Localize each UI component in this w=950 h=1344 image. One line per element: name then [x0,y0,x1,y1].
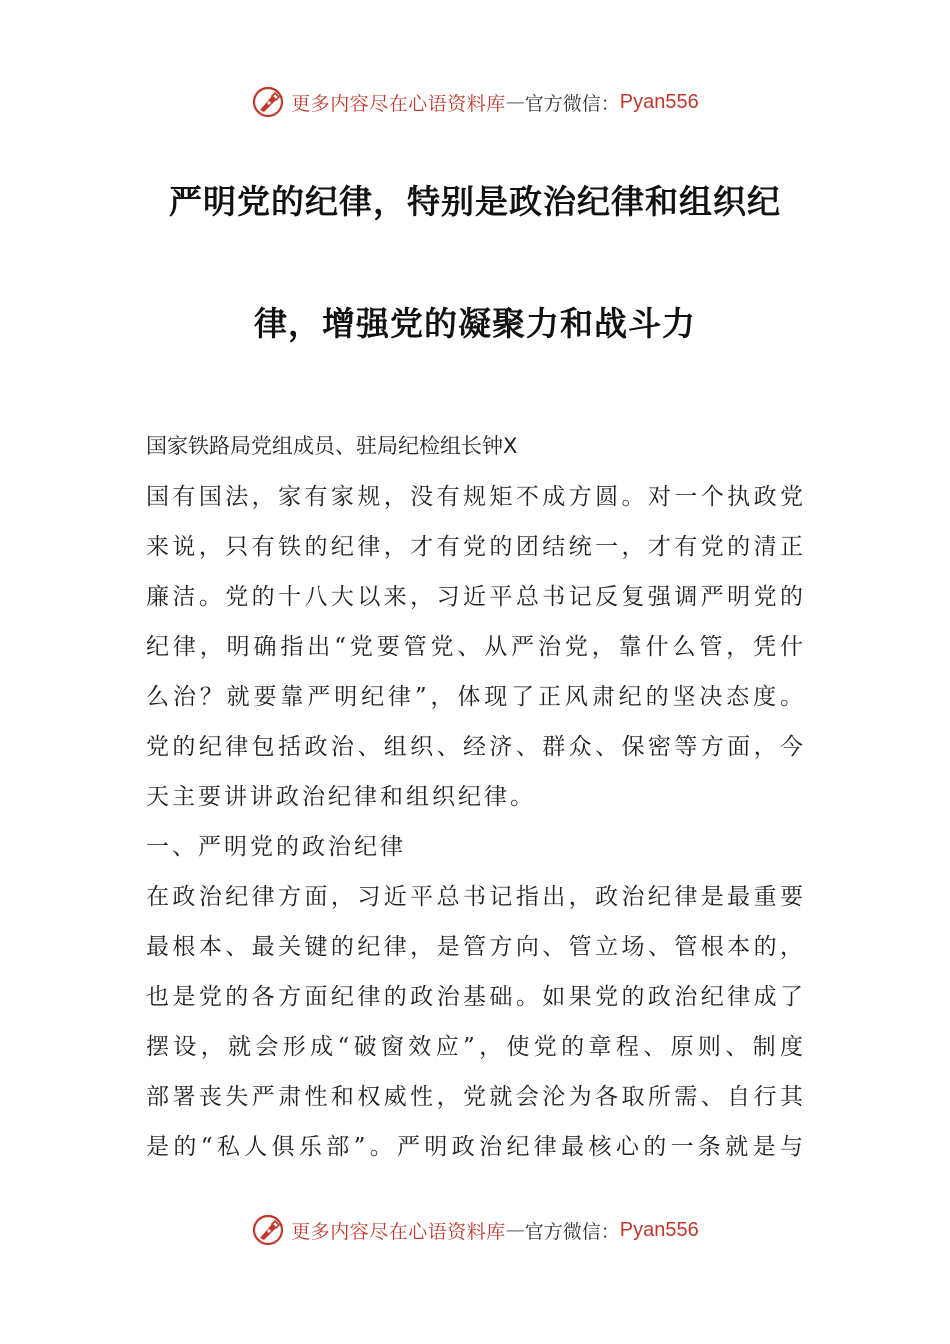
banner-brand: 更多内容尽在心语资料库 [291,1220,506,1243]
pen-nib-logo-icon [251,1213,285,1247]
paragraph-line: 么治？就要靠严明纪律”，体现了正风肃纪的坚决态度。 [146,684,806,710]
banner-dash: — [505,1219,525,1241]
paragraph-line: 部署丧失严肃性和权威性，党就会沦为各取所需、自行其 [146,1084,806,1110]
page-title-line-2: 律，增强党的凝聚力和战斗力 [254,304,696,343]
body-text [146,472,806,1172]
pen-nib-logo-icon [251,85,285,119]
paragraph-line: 摆设，就会形成“破窗效应”，使党的章程、原则、制度 [146,1034,806,1060]
paragraph-line: 纪律，明确指出“党要管党、从严治党，靠什么管，凭什 [146,634,806,660]
banner-brand: 更多内容尽在心语资料库 [291,92,506,115]
banner-official-label: 官方微信： [524,92,620,115]
paragraph-line: 廉洁。党的十八大以来，习近平总书记反复强调严明党的 [146,584,806,610]
paragraph-line: 最根本、最关键的纪律，是管方向、管立场、管根本的， [146,934,806,960]
banner-wechat-id: Pyan556 [619,90,699,113]
paragraph-line: 是的“私人俱乐部”。严明政治纪律最核心的一条就是与 [146,1134,806,1160]
paragraph-line: 天主要讲讲政治纪律和组织纪律。 [146,784,536,810]
paragraph-line: 在政治纪律方面，习近平总书记指出，政治纪律是最重要 [146,884,806,910]
banner-official-label: 官方微信： [524,1220,620,1243]
banner-wechat-id: Pyan556 [619,1218,699,1241]
paragraph-line: 党的纪律包括政治、组织、经济、群众、保密等方面，今 [146,734,806,760]
header-banner [0,84,950,120]
author-line: 国家铁路局党组成员、驻局纪检组长钟X [146,434,518,458]
banner-dash: — [505,91,525,113]
footer-banner [0,1212,950,1248]
paragraph-line: 也是党的各方面纪律的政治基础。如果党的政治纪律成了 [146,984,806,1010]
paragraph-line: 国有国法，家有家规，没有规矩不成方圆。对一个执政党 [146,484,806,510]
page-title-line-1: 严明党的纪律，特别是政治纪律和组织纪 [169,182,781,221]
paragraph-line: 来说，只有铁的纪律，才有党的团结统一，才有党的清正 [146,534,806,560]
section-heading: 一、严明党的政治纪律 [146,834,406,860]
